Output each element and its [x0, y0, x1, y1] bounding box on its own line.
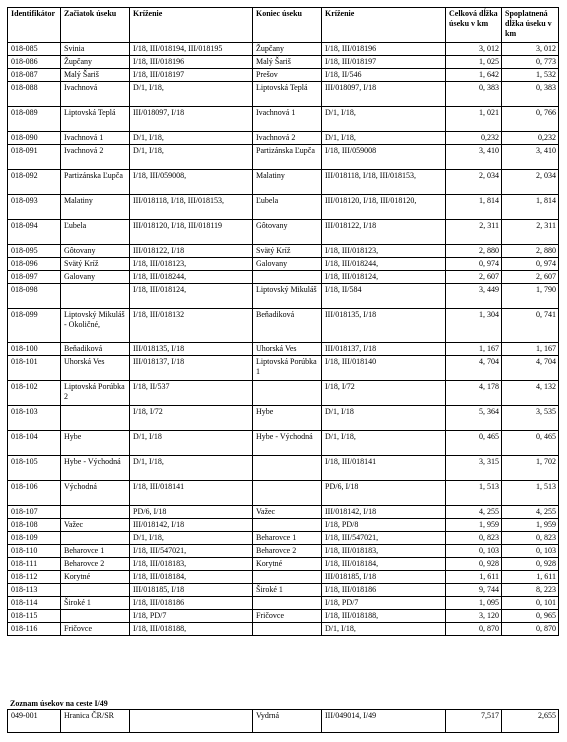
cell-section-end: Ľubela	[253, 195, 322, 220]
cell-identifier: 018-095	[8, 245, 61, 258]
cell-identifier: 018-102	[8, 381, 61, 406]
cell-toll-length: 0, 823	[502, 532, 559, 545]
cell-crossing-start: D/1, I/18,	[130, 82, 253, 107]
cell-toll-length: 3, 535	[502, 406, 559, 431]
cell-section-end: Ivachnová 2	[253, 132, 322, 145]
cell-toll-length: 0, 870	[502, 623, 559, 636]
cell-toll-length: 0, 741	[502, 309, 559, 343]
cell-total-length: 0, 103	[446, 545, 502, 558]
cell-identifier: 018-094	[8, 220, 61, 245]
cell-crossing-end: I/18, III/018123,	[322, 245, 446, 258]
table-row	[8, 545, 559, 558]
cell-section-start: Beharovce 2	[61, 558, 130, 571]
cell-total-length: 0,232	[446, 132, 502, 145]
cell-crossing-start: I/18, III/018244,	[130, 271, 253, 284]
cell-crossing-end: I/18, PD/8	[322, 519, 446, 532]
cell-section-end: Ivachnová 1	[253, 107, 322, 132]
cell-section-end: Važec	[253, 506, 322, 519]
cell-total-length: 0, 383	[446, 82, 502, 107]
cell-crossing-end: I/18, III/018140	[322, 356, 446, 381]
cell-crossing-end: I/18, III/547021,	[322, 532, 446, 545]
cell-toll-length: 4, 704	[502, 356, 559, 381]
cell-section-start: Korytné	[61, 571, 130, 584]
cell-identifier: 018-096	[8, 258, 61, 271]
header-identifier: Identifikátor	[8, 8, 61, 43]
cell-identifier: 018-087	[8, 69, 61, 82]
cell-crossing-start: D/1, I/18,	[130, 132, 253, 145]
cell-crossing-start: I/18, III/018183,	[130, 558, 253, 571]
header-section-start: Začiatok úseku	[61, 8, 130, 43]
cell-crossing-end: III/018122, I/18	[322, 220, 446, 245]
header-toll-length: Spoplatnená dĺžka úseku v km	[502, 8, 559, 43]
cell-crossing-end: III/018120, I/18, III/018120,	[322, 195, 446, 220]
table-row	[8, 571, 559, 584]
cell-section-start: Východná	[61, 481, 130, 506]
cell-toll-length: 0, 103	[502, 545, 559, 558]
cell-total-length: 0, 465	[446, 431, 502, 456]
cell-section-start: Malatiny	[61, 195, 130, 220]
cell-section-start	[61, 610, 130, 623]
cell-identifier: 018-114	[8, 597, 61, 610]
cell-toll-length: 0, 928	[502, 558, 559, 571]
cell-total-length: 1, 021	[446, 107, 502, 132]
cell-crossing-end: I/18, III/018184,	[322, 558, 446, 571]
cell-total-length: 9, 744	[446, 584, 502, 597]
cell-total-length: 1, 959	[446, 519, 502, 532]
cell-section-end: Beharovce 2	[253, 545, 322, 558]
cell-total-length: 1, 642	[446, 69, 502, 82]
table-row	[8, 597, 559, 610]
cell-section-start: Beharovce 1	[61, 545, 130, 558]
road-sections-table	[7, 7, 559, 636]
cell-crossing-end: I/18, II/584	[322, 284, 446, 309]
cell-section-end: Liptovská Porúbka 1	[253, 356, 322, 381]
cell-identifier: 049-001	[8, 710, 61, 733]
cell-section-start: Fričovce	[61, 623, 130, 636]
cell-identifier: 018-093	[8, 195, 61, 220]
cell-identifier: 018-107	[8, 506, 61, 519]
cell-section-start: Svinia	[61, 43, 130, 56]
cell-crossing-start: I/18, PD/7	[130, 610, 253, 623]
cell-section-start: Malý Šariš	[61, 69, 130, 82]
table-row	[8, 481, 559, 506]
cell-section-end: Liptovská Teplá	[253, 82, 322, 107]
cell-crossing-end: I/18, III/018141	[322, 456, 446, 481]
cell-section-start: Široké 1	[61, 597, 130, 610]
cell-identifier: 018-098	[8, 284, 61, 309]
table-row	[8, 356, 559, 381]
table-row	[8, 558, 559, 571]
section-title: Zoznam úsekov na ceste I/49	[10, 699, 108, 708]
cell-total-length: 0, 974	[446, 258, 502, 271]
cell-toll-length: 0, 974	[502, 258, 559, 271]
cell-identifier: 018-092	[8, 170, 61, 195]
cell-crossing-start: III/018185, I/18	[130, 584, 253, 597]
cell-total-length: 1, 095	[446, 597, 502, 610]
cell-section-end: Vydrná	[253, 710, 322, 733]
cell-identifier: 018-110	[8, 545, 61, 558]
cell-crossing-end: III/018118, I/18, III/018153,	[322, 170, 446, 195]
cell-identifier: 018-116	[8, 623, 61, 636]
cell-crossing-end: PD/6, I/18	[322, 481, 446, 506]
cell-toll-length: 2, 607	[502, 271, 559, 284]
cell-section-start: Galovany	[61, 271, 130, 284]
cell-identifier: 018-100	[8, 343, 61, 356]
cell-total-length: 4, 255	[446, 506, 502, 519]
cell-section-end: Galovany	[253, 258, 322, 271]
cell-total-length: 0, 870	[446, 623, 502, 636]
cell-toll-length: 8, 223	[502, 584, 559, 597]
cell-identifier: 018-104	[8, 431, 61, 456]
table-row	[8, 195, 559, 220]
cell-crossing-end: I/18, III/018188,	[322, 610, 446, 623]
table-row	[8, 610, 559, 623]
cell-total-length: 3, 120	[446, 610, 502, 623]
cell-crossing-start	[130, 710, 253, 733]
cell-section-start: Svätý Kríž	[61, 258, 130, 271]
cell-crossing-start: D/1, I/18,	[130, 145, 253, 170]
cell-section-start: Ivachnová 1	[61, 132, 130, 145]
table-row	[8, 258, 559, 271]
cell-section-end	[253, 481, 322, 506]
cell-toll-length: 0, 773	[502, 56, 559, 69]
cell-identifier: 018-099	[8, 309, 61, 343]
cell-crossing-start: I/18, III/018194, III/018195	[130, 43, 253, 56]
cell-crossing-end: I/18, III/018186	[322, 584, 446, 597]
cell-crossing-start: I/18, III/018123,	[130, 258, 253, 271]
cell-crossing-end: I/18, III/018197	[322, 56, 446, 69]
cell-total-length: 3, 315	[446, 456, 502, 481]
cell-toll-length: 1, 790	[502, 284, 559, 309]
cell-crossing-start: III/018137, I/18	[130, 356, 253, 381]
cell-total-length: 7,517	[446, 710, 502, 733]
cell-toll-length: 4, 132	[502, 381, 559, 406]
cell-toll-length: 2, 034	[502, 170, 559, 195]
cell-section-start: Beňadiková	[61, 343, 130, 356]
cell-toll-length: 1, 959	[502, 519, 559, 532]
header-total-length: Celková dĺžka úseku v km	[446, 8, 502, 43]
cell-crossing-end: D/1, I/18,	[322, 623, 446, 636]
road-sections-table-i49	[7, 709, 559, 733]
cell-section-end	[253, 456, 322, 481]
table-row	[8, 343, 559, 356]
cell-total-length: 3, 012	[446, 43, 502, 56]
cell-identifier: 018-103	[8, 406, 61, 431]
cell-section-start: Ivachnová 2	[61, 145, 130, 170]
cell-crossing-start: III/018097, I/18	[130, 107, 253, 132]
cell-crossing-end: I/18, PD/7	[322, 597, 446, 610]
cell-crossing-start: I/18, III/018196	[130, 56, 253, 69]
cell-identifier: 018-097	[8, 271, 61, 284]
cell-section-end	[253, 571, 322, 584]
cell-section-end: Korytné	[253, 558, 322, 571]
cell-section-end: Hybe	[253, 406, 322, 431]
cell-total-length: 2, 311	[446, 220, 502, 245]
cell-section-end: Fričovce	[253, 610, 322, 623]
table-row	[8, 284, 559, 309]
cell-section-start	[61, 532, 130, 545]
cell-toll-length: 3, 012	[502, 43, 559, 56]
cell-crossing-start: I/18, III/018184,	[130, 571, 253, 584]
cell-total-length: 2, 607	[446, 271, 502, 284]
cell-crossing-start: I/18, III/547021,	[130, 545, 253, 558]
cell-section-end: Župčany	[253, 43, 322, 56]
cell-crossing-start: III/018142, I/18	[130, 519, 253, 532]
cell-identifier: 018-106	[8, 481, 61, 506]
cell-identifier: 018-090	[8, 132, 61, 145]
cell-crossing-start: I/18, III/018197	[130, 69, 253, 82]
cell-section-end: Liptovský Mikuláš	[253, 284, 322, 309]
cell-section-start: Hranica ČR/SR	[61, 710, 130, 733]
cell-crossing-end: III/018097, I/18	[322, 82, 446, 107]
cell-toll-length: 3, 410	[502, 145, 559, 170]
cell-crossing-end: III/018135, I/18	[322, 309, 446, 343]
cell-section-end: Uhorská Ves	[253, 343, 322, 356]
cell-total-length: 2, 880	[446, 245, 502, 258]
table-row	[8, 43, 559, 56]
cell-toll-length: 2, 880	[502, 245, 559, 258]
cell-section-start: Važec	[61, 519, 130, 532]
cell-total-length: 2, 034	[446, 170, 502, 195]
cell-crossing-start: D/1, I/18,	[130, 532, 253, 545]
cell-section-start: Liptovská Teplá	[61, 107, 130, 132]
cell-toll-length: 0, 465	[502, 431, 559, 456]
cell-toll-length: 2, 311	[502, 220, 559, 245]
table-row	[8, 271, 559, 284]
cell-identifier: 018-113	[8, 584, 61, 597]
cell-section-start: Župčany	[61, 56, 130, 69]
cell-crossing-end: D/1, I/18	[322, 406, 446, 431]
cell-total-length: 1, 167	[446, 343, 502, 356]
cell-section-end	[253, 623, 322, 636]
cell-crossing-start: I/18, III/018188,	[130, 623, 253, 636]
cell-section-end: Partizánska Ľupča	[253, 145, 322, 170]
cell-section-start: Ľubela	[61, 220, 130, 245]
cell-crossing-start: III/018122, I/18	[130, 245, 253, 258]
cell-crossing-end: I/18, III/018183,	[322, 545, 446, 558]
cell-toll-length: 0, 101	[502, 597, 559, 610]
table-row	[8, 309, 559, 343]
cell-section-end: Malatiny	[253, 170, 322, 195]
cell-crossing-start: PD/6, I/18	[130, 506, 253, 519]
cell-toll-length: 0, 383	[502, 82, 559, 107]
table-row	[8, 170, 559, 195]
cell-crossing-start: I/18, II/537	[130, 381, 253, 406]
cell-crossing-start: III/018120, I/18, III/018119	[130, 220, 253, 245]
cell-crossing-end: III/018137, I/18	[322, 343, 446, 356]
cell-section-end: Beňadiková	[253, 309, 322, 343]
table-row	[8, 56, 559, 69]
table-row	[8, 532, 559, 545]
cell-section-end	[253, 271, 322, 284]
table-row	[8, 584, 559, 597]
table-row	[8, 145, 559, 170]
cell-crossing-end: I/18, III/018124,	[322, 271, 446, 284]
table-row	[8, 132, 559, 145]
cell-crossing-end: D/1, I/18,	[322, 132, 446, 145]
cell-total-length: 3, 410	[446, 145, 502, 170]
cell-total-length: 1, 304	[446, 309, 502, 343]
cell-toll-length: 2,655	[502, 710, 559, 733]
cell-identifier: 018-085	[8, 43, 61, 56]
cell-crossing-start: III/018118, I/18, III/018153,	[130, 195, 253, 220]
table-header-row	[8, 8, 559, 43]
cell-total-length: 0, 823	[446, 532, 502, 545]
cell-identifier: 018-108	[8, 519, 61, 532]
cell-crossing-start: I/18, III/018124,	[130, 284, 253, 309]
cell-section-start	[61, 584, 130, 597]
cell-total-length: 5, 364	[446, 406, 502, 431]
cell-section-start: Partizánska Ľupča	[61, 170, 130, 195]
cell-toll-length: 1, 814	[502, 195, 559, 220]
cell-section-end: Malý Šariš	[253, 56, 322, 69]
header-crossing-end: Kríženie	[322, 8, 446, 43]
table-row	[8, 107, 559, 132]
cell-section-start	[61, 284, 130, 309]
cell-crossing-start: III/018135, I/18	[130, 343, 253, 356]
table-row	[8, 506, 559, 519]
cell-crossing-end: I/18, I/72	[322, 381, 446, 406]
cell-section-end: Svätý Kríž	[253, 245, 322, 258]
cell-section-end	[253, 381, 322, 406]
table-row	[8, 406, 559, 431]
cell-toll-length: 0,232	[502, 132, 559, 145]
cell-identifier: 018-111	[8, 558, 61, 571]
cell-toll-length: 1, 532	[502, 69, 559, 82]
cell-identifier: 018-105	[8, 456, 61, 481]
cell-section-end: Široké 1	[253, 584, 322, 597]
table-row	[8, 710, 559, 733]
cell-toll-length: 0, 965	[502, 610, 559, 623]
header-crossing-start: Kríženie	[130, 8, 253, 43]
table-row	[8, 69, 559, 82]
cell-section-end: Gôtovany	[253, 220, 322, 245]
cell-section-end: Prešov	[253, 69, 322, 82]
cell-toll-length: 4, 255	[502, 506, 559, 519]
cell-total-length: 4, 178	[446, 381, 502, 406]
cell-crossing-end: I/18, II/546	[322, 69, 446, 82]
table-row	[8, 456, 559, 481]
cell-crossing-start: I/18, III/018141	[130, 481, 253, 506]
cell-toll-length: 1, 702	[502, 456, 559, 481]
table-body	[8, 43, 559, 636]
cell-identifier: 018-115	[8, 610, 61, 623]
cell-crossing-end: III/018142, I/18	[322, 506, 446, 519]
cell-total-length: 1, 611	[446, 571, 502, 584]
cell-crossing-start: I/18, III/018132	[130, 309, 253, 343]
cell-crossing-start: D/1, I/18,	[130, 456, 253, 481]
cell-crossing-end: III/018185, I/18	[322, 571, 446, 584]
table-row	[8, 220, 559, 245]
cell-total-length: 3, 449	[446, 284, 502, 309]
cell-section-start	[61, 506, 130, 519]
cell-toll-length: 1, 513	[502, 481, 559, 506]
header-section-end: Koniec úseku	[253, 8, 322, 43]
cell-section-end	[253, 597, 322, 610]
cell-crossing-end: D/1, I/18,	[322, 107, 446, 132]
cell-section-start: Hybe	[61, 431, 130, 456]
cell-crossing-end: III/049014, I/49	[322, 710, 446, 733]
table-body-i49	[8, 710, 559, 733]
cell-section-end: Beharovce 1	[253, 532, 322, 545]
cell-crossing-start: I/18, III/059008,	[130, 170, 253, 195]
table-row	[8, 82, 559, 107]
cell-toll-length: 1, 611	[502, 571, 559, 584]
cell-section-start: Gôtovany	[61, 245, 130, 258]
cell-total-length: 4, 704	[446, 356, 502, 381]
cell-identifier: 018-089	[8, 107, 61, 132]
cell-toll-length: 0, 766	[502, 107, 559, 132]
cell-crossing-end: I/18, III/018196	[322, 43, 446, 56]
table-row	[8, 245, 559, 258]
table-row	[8, 381, 559, 406]
cell-crossing-start: D/1, I/18	[130, 431, 253, 456]
cell-crossing-start: I/18, III/018186	[130, 597, 253, 610]
cell-section-start: Liptovský Mikuláš - Okoličné,	[61, 309, 130, 343]
cell-identifier: 018-088	[8, 82, 61, 107]
table-row	[8, 519, 559, 532]
cell-section-end	[253, 519, 322, 532]
cell-identifier: 018-109	[8, 532, 61, 545]
cell-identifier: 018-086	[8, 56, 61, 69]
cell-total-length: 1, 814	[446, 195, 502, 220]
cell-identifier: 018-112	[8, 571, 61, 584]
cell-identifier: 018-091	[8, 145, 61, 170]
cell-crossing-end: I/18, III/018244,	[322, 258, 446, 271]
cell-total-length: 0, 928	[446, 558, 502, 571]
cell-identifier: 018-101	[8, 356, 61, 381]
cell-crossing-end: I/18, III/059008	[322, 145, 446, 170]
cell-toll-length: 1, 167	[502, 343, 559, 356]
cell-section-end: Hybe - Východná	[253, 431, 322, 456]
cell-crossing-start: I/18, I/72	[130, 406, 253, 431]
cell-section-start: Uhorská Ves	[61, 356, 130, 381]
cell-crossing-end: D/1, I/18,	[322, 431, 446, 456]
cell-section-start	[61, 406, 130, 431]
cell-section-start: Liptovská Porúbka 2	[61, 381, 130, 406]
cell-section-start: Ivachnová	[61, 82, 130, 107]
cell-total-length: 1, 025	[446, 56, 502, 69]
table-row	[8, 623, 559, 636]
table-row	[8, 431, 559, 456]
cell-total-length: 1, 513	[446, 481, 502, 506]
cell-section-start: Hybe - Východná	[61, 456, 130, 481]
